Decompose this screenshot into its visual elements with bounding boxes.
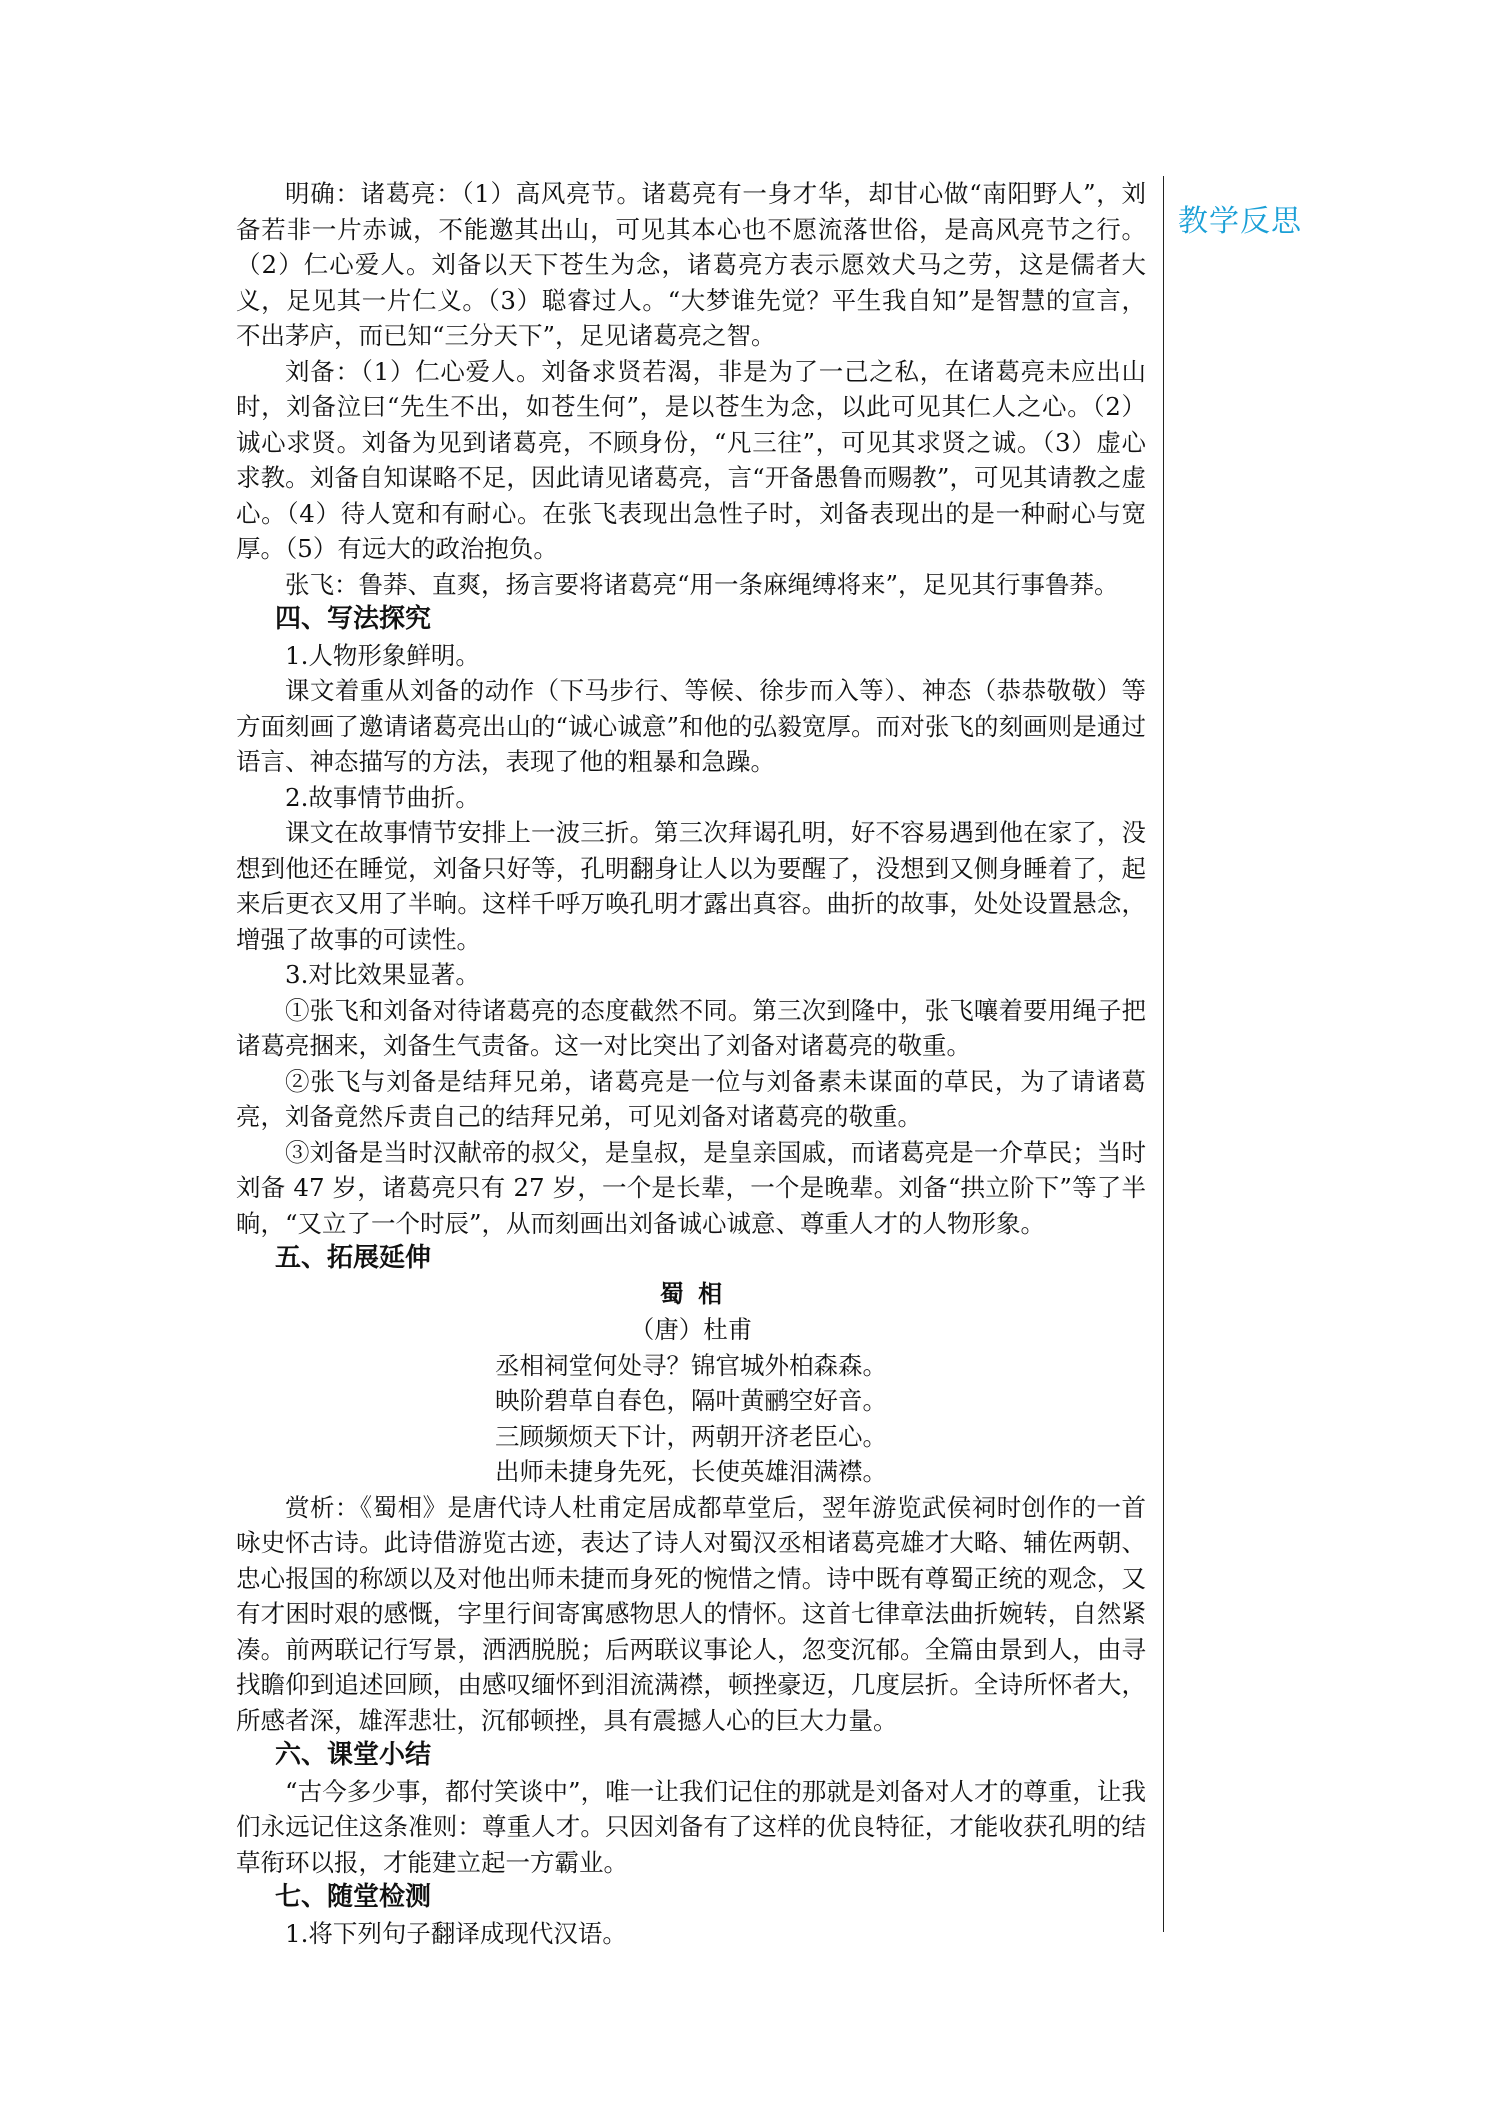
contrast-point-3: ③刘备是当时汉献帝的叔父，是皇叔，是皇亲国戚，而诸葛亮是一介草民；当时刘备 47 岁，诸葛亮只有 27 岁，一个是长辈，一个是晚辈。刘备“拱立阶下”等了半晌，“又立了一个时辰”，从而刻画出刘备诚心诚意、尊重人才的人物形象。 — [236, 1137, 1146, 1238]
poem-author: （唐）杜甫 — [629, 1315, 753, 1344]
poem-appreciation: 赏析：《蜀相》是唐代诗人杜甫定居成都草堂后，翌年游览武侯祠时创作的一首咏史怀古诗。此诗借游览古迹，表达了诗人对蜀汉丞相诸葛亮雄才大略、辅佐两朝、忠心报国的称颂以及对他出师未捷而身死的惋惜之情。诗中既有尊蜀正统的观念，又有才困时艰的感慨，字里行间寄寓感物思人的情怀。这首七律章法曲折婉转，自然紧凑。前两联记行写景，洒洒脱脱；后两联议事论人，忽变沉郁。全篇由景到人，由寻找瞻仰到追述回顾，由感叹缅怀到泪流满襟，顿挫豪迈，几度层折。全诗所怀者大，所感者深，雄浑悲壮，沉郁顿挫，具有震撼人心的巨大力量。 — [236, 1492, 1146, 1735]
lesson-content-column — [236, 176, 1146, 1951]
answer-zhang-fei-paragraph: 张飞：鲁莽、直爽，扬言要将诸葛亮“用一条麻绳缚将来”，足见其行事鲁莽。 — [285, 569, 1119, 599]
contrast-point-1: ①张飞和刘备对待诸葛亮的态度截然不同。第三次到隆中，张飞嚷着要用绳子把诸葛亮捆来，刘备生气责备。这一对比突出了刘备对诸葛亮的敬重。 — [236, 995, 1146, 1060]
section-heading-extension: 五、拓展延伸 — [275, 1243, 432, 1273]
answer-liu-bei-paragraph: 刘备：（1）仁心爱人。刘备求贤若渴，非是为了一己之私，在诸葛亮未应出山时，刘备泣曰“先生不出，如苍生何”，是以苍生为念，以此可见其仁人之心。（2）诚心求贤。刘备为见到诸葛亮，不顾身份，“凡三往”，可见其求贤之诚。（3）虚心求教。刘备自知谋略不足，因此请见诸葛亮，言“开备愚鲁而赐教”，可见其请教之虚心。（4）待人宽和有耐心。在张飞表现出急性子时，刘备表现出的是一种耐心与宽厚。（5）有远大的政治抱负。 — [236, 356, 1146, 563]
poem-line: 映阶碧草自春色，隔叶黄鹂空好音。 — [495, 1386, 887, 1415]
technique-item-1-title: 1.人物形象鲜明。 — [285, 640, 480, 670]
section-heading-in-class-test: 七、随堂检测 — [275, 1882, 432, 1912]
section-heading-class-summary: 六、课堂小结 — [275, 1740, 432, 1770]
technique-item-2-body: 课文在故事情节安排上一波三折。第三次拜谒孔明，好不容易遇到他在家了，没想到他还在睡觉，刘备只好等，孔明翻身让人以为要醒了，没想到又侧身睡着了，起来后更衣又用了半晌。这样千呼万唤孔明才露出真容。曲折的故事，处处设置悬念，增强了故事的可读性。 — [236, 818, 1146, 954]
answer-zhuge-liang-paragraph: 明确：诸葛亮：（1）高风亮节。诸葛亮有一身才华，却甘心做“南阳野人”，刘备若非一片赤诚，不能邀其出山，可见其本心也不愿流落世俗，是高风亮节之行。（2）仁心爱人。刘备以天下苍生为念，诸葛亮方表示愿效犬马之劳，这是儒者大义，足见其一片仁义。（3）聪睿过人。“大梦谁先觉？平生我自知”是智慧的宣言，不出茅庐，而已知“三分天下”，足见诸葛亮之智。 — [236, 179, 1146, 350]
teaching-reflection-heading: 教学反思 — [1178, 204, 1302, 239]
technique-item-2-title: 2.故事情节曲折。 — [285, 782, 480, 812]
contrast-point-2: ②张飞与刘备是结拜兄弟，诸葛亮是一位与刘备素未谋面的草民，为了请诸葛亮，刘备竟然斥责自己的结拜兄弟，可见刘备对诸葛亮的敬重。 — [236, 1066, 1146, 1131]
column-divider — [1163, 176, 1164, 1932]
technique-item-3-title: 3.对比效果显著。 — [285, 960, 480, 989]
poem-title: 蜀相 — [659, 1279, 737, 1308]
technique-item-1-body: 课文着重从刘备的动作（下马步行、等候、徐步而入等）、神态（恭恭敬敬）等方面刻画了邀请诸葛亮出山的“诚心诚意”和他的弘毅宽厚。而对张飞的刻画则是通过语言、神态描写的方法，表现了他的粗暴和急躁。 — [236, 676, 1146, 776]
poem-line: 出师未捷身先死，长使英雄泪满襟。 — [495, 1457, 887, 1486]
poem-line: 丞相祠堂何处寻？锦官城外柏森森。 — [495, 1350, 887, 1380]
class-summary-paragraph: “古今多少事，都付笑谈中”，唯一让我们记住的那就是刘备对人才的尊重，让我们永远记住这条准则：尊重人才。只因刘备有了这样的优良特征，才能收获孔明的结草衔环以报，才能建立起一方霸业。 — [236, 1776, 1146, 1877]
section-heading-writing-techniques: 四、写法探究 — [275, 604, 432, 634]
poem-line: 三顾频烦天下计，两朝开济老臣心。 — [495, 1421, 887, 1451]
test-item-1: 1.将下列句子翻译成现代汉语。 — [285, 1918, 627, 1948]
